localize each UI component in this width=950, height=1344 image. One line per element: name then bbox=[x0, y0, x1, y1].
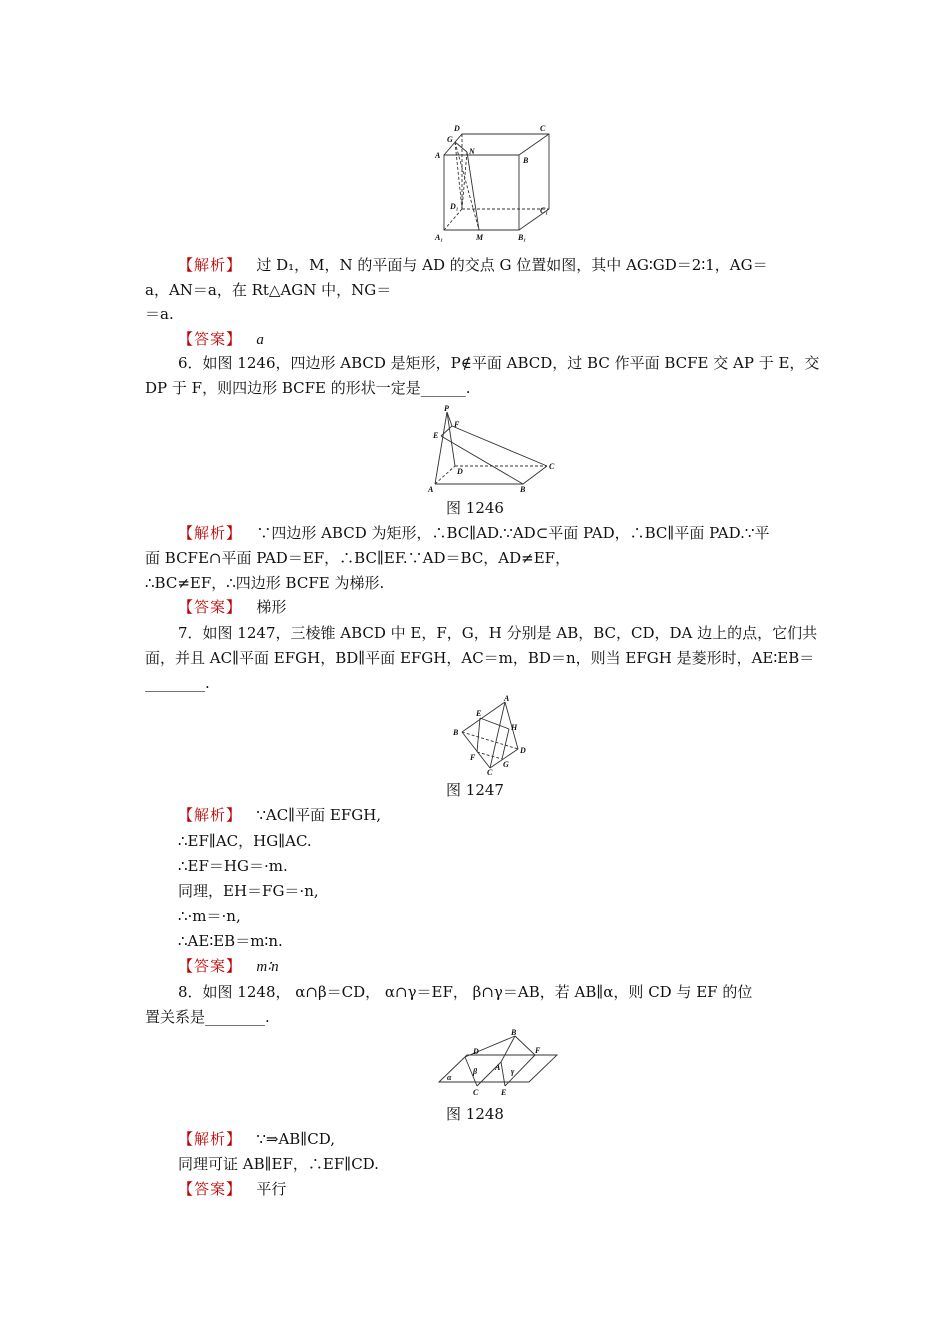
analysis5-line1 bbox=[178, 254, 768, 276]
figure-1247-caption: 图 1247 bbox=[446, 781, 504, 799]
answer7-value: m∶n bbox=[256, 959, 279, 975]
fig1246-label-p: P bbox=[444, 404, 449, 413]
fig1246-label-d: D bbox=[457, 467, 463, 476]
cube-label-d1: D₁ bbox=[450, 202, 459, 211]
fig1247-label-g: G bbox=[503, 760, 509, 769]
analysis8-line2: 同理可证 AB∥EF，∴EF∥CD. bbox=[178, 1155, 379, 1173]
answer-tag: 【答案】 bbox=[178, 957, 243, 975]
cube-figure bbox=[430, 120, 560, 250]
analysis7-text1: ∵AC∥平面 EFGH, bbox=[256, 806, 382, 824]
fig1246-label-e: E bbox=[433, 431, 439, 440]
cube-label-c: C bbox=[540, 124, 546, 133]
fig1248-label-gamma: γ bbox=[511, 1067, 515, 1076]
answer6 bbox=[178, 596, 286, 618]
analysis6-line3: ∴BC≠EF，∴四边形 BCFE 为梯形. bbox=[145, 574, 385, 592]
answer5 bbox=[178, 328, 264, 351]
q7-line1: 7．如图 1247，三棱锥 ABCD 中 E，F，G，H 分别是 AB，BC，CD，DA 边上的点，它们共 bbox=[178, 624, 818, 642]
fig1248-label-e: E bbox=[501, 1088, 507, 1097]
figure-1247 bbox=[450, 696, 535, 776]
fig1247-label-f: F bbox=[470, 753, 476, 762]
fig1247-label-d: D bbox=[520, 746, 526, 755]
fig1247-label-h: H bbox=[511, 723, 518, 732]
analysis5-line3: ＝a. bbox=[145, 305, 174, 323]
fig1248-label-c: C bbox=[473, 1088, 479, 1097]
cube-label-b: B bbox=[523, 156, 529, 165]
analysis5-line2: a，AN＝a，在 Rt△AGN 中，NG＝ bbox=[145, 281, 392, 299]
q7-line2: 面，并且 AC∥平面 EFGH，BD∥平面 EFGH，AC＝m，BD＝n，则当 EFGH 是菱形时，AE∶EB＝ bbox=[145, 649, 815, 667]
q8-line2: 置关系是________. bbox=[145, 1008, 270, 1026]
fig1248-label-alpha: α bbox=[447, 1073, 452, 1082]
cube-label-m: M bbox=[476, 233, 484, 242]
q7-line3: ________. bbox=[145, 674, 210, 692]
fig1246-label-a: A bbox=[428, 485, 434, 494]
cube-label-b1: B₁ bbox=[518, 233, 527, 242]
fig1248-label-d: D bbox=[473, 1047, 479, 1056]
analysis8-text1: ∵⇒AB∥CD, bbox=[256, 1130, 335, 1148]
cube-label-a: A bbox=[435, 151, 441, 160]
q6-line2: DP 于 F，则四边形 BCFE 的形状一定是______. bbox=[145, 379, 471, 397]
answer6-value: 梯形 bbox=[256, 598, 287, 616]
answer7 bbox=[178, 955, 279, 978]
analysis-tag: 【解析】 bbox=[178, 256, 243, 274]
figure-1246-caption: 图 1246 bbox=[446, 499, 504, 517]
cube-label-c1: C₁ bbox=[540, 206, 549, 215]
answer-tag: 【答案】 bbox=[178, 598, 243, 616]
analysis7-line4: 同理，EH＝FG＝·n, bbox=[178, 882, 319, 900]
fig1248-label-b: B bbox=[511, 1028, 517, 1037]
q8-line1: 8．如图 1248， α∩β＝CD， α∩γ＝EF， β∩γ＝AB，若 AB∥α，则 CD 与 EF 的位 bbox=[178, 983, 753, 1001]
cube-label-g: G bbox=[447, 135, 453, 144]
answer8-value: 平行 bbox=[256, 1180, 287, 1198]
analysis6-line1 bbox=[178, 522, 769, 544]
fig1247-label-e: E bbox=[476, 709, 482, 718]
q6-line1: 6．如图 1246，四边形 ABCD 是矩形，P∉平面 ABCD，过 BC 作平面 BCFE 交 AP 于 E，交 bbox=[178, 354, 820, 372]
answer5-value: a bbox=[256, 332, 264, 348]
analysis6-line2: 面 BCFE∩平面 PAD＝EF，∴BC∥EF.∵AD＝BC，AD≠EF， bbox=[145, 549, 571, 567]
cube-label-a1: A₁ bbox=[435, 233, 444, 242]
analysis7-line2: ∴EF∥AC，HG∥AC. bbox=[178, 832, 312, 850]
cube-label-d: D bbox=[454, 124, 460, 133]
answer-tag: 【答案】 bbox=[178, 330, 243, 348]
figure-1248 bbox=[435, 1030, 565, 1100]
fig1246-label-f: F bbox=[454, 420, 460, 429]
fig1247-label-a: A bbox=[504, 694, 510, 703]
figure-1246 bbox=[425, 406, 565, 494]
analysis-tag: 【解析】 bbox=[178, 1130, 243, 1148]
fig1248-label-f: F bbox=[535, 1046, 541, 1055]
analysis7-line3: ∴EF＝HG＝·m. bbox=[178, 857, 288, 875]
fig1246-label-c: C bbox=[549, 462, 555, 471]
answer8 bbox=[178, 1178, 286, 1200]
fig1248-label-a: A bbox=[495, 1063, 501, 1072]
analysis8-line1 bbox=[178, 1128, 335, 1150]
cube-label-n: N bbox=[469, 147, 475, 156]
analysis7-line5: ∴·m＝·n, bbox=[178, 907, 241, 925]
fig1247-label-b: B bbox=[453, 728, 459, 737]
analysis7-line6: ∴AE∶EB＝m∶n. bbox=[178, 932, 283, 950]
analysis6-text1: ∵四边形 ABCD 为矩形，∴BC∥AD.∵AD⊂平面 PAD，∴BC∥平面 PAD.∵平 bbox=[256, 524, 770, 542]
analysis5-text1: 过 D₁，M，N 的平面与 AD 的交点 G 位置如图，其中 AG∶GD＝2∶1，AG＝ bbox=[256, 256, 768, 274]
fig1248-label-beta: β bbox=[473, 1067, 478, 1076]
analysis-tag: 【解析】 bbox=[178, 806, 243, 824]
analysis-tag: 【解析】 bbox=[178, 524, 243, 542]
analysis7-line1 bbox=[178, 804, 381, 826]
answer-tag: 【答案】 bbox=[178, 1180, 243, 1198]
fig1246-label-b: B bbox=[520, 485, 526, 494]
figure-1248-caption: 图 1248 bbox=[446, 1105, 504, 1123]
fig1247-label-c: C bbox=[487, 768, 493, 777]
